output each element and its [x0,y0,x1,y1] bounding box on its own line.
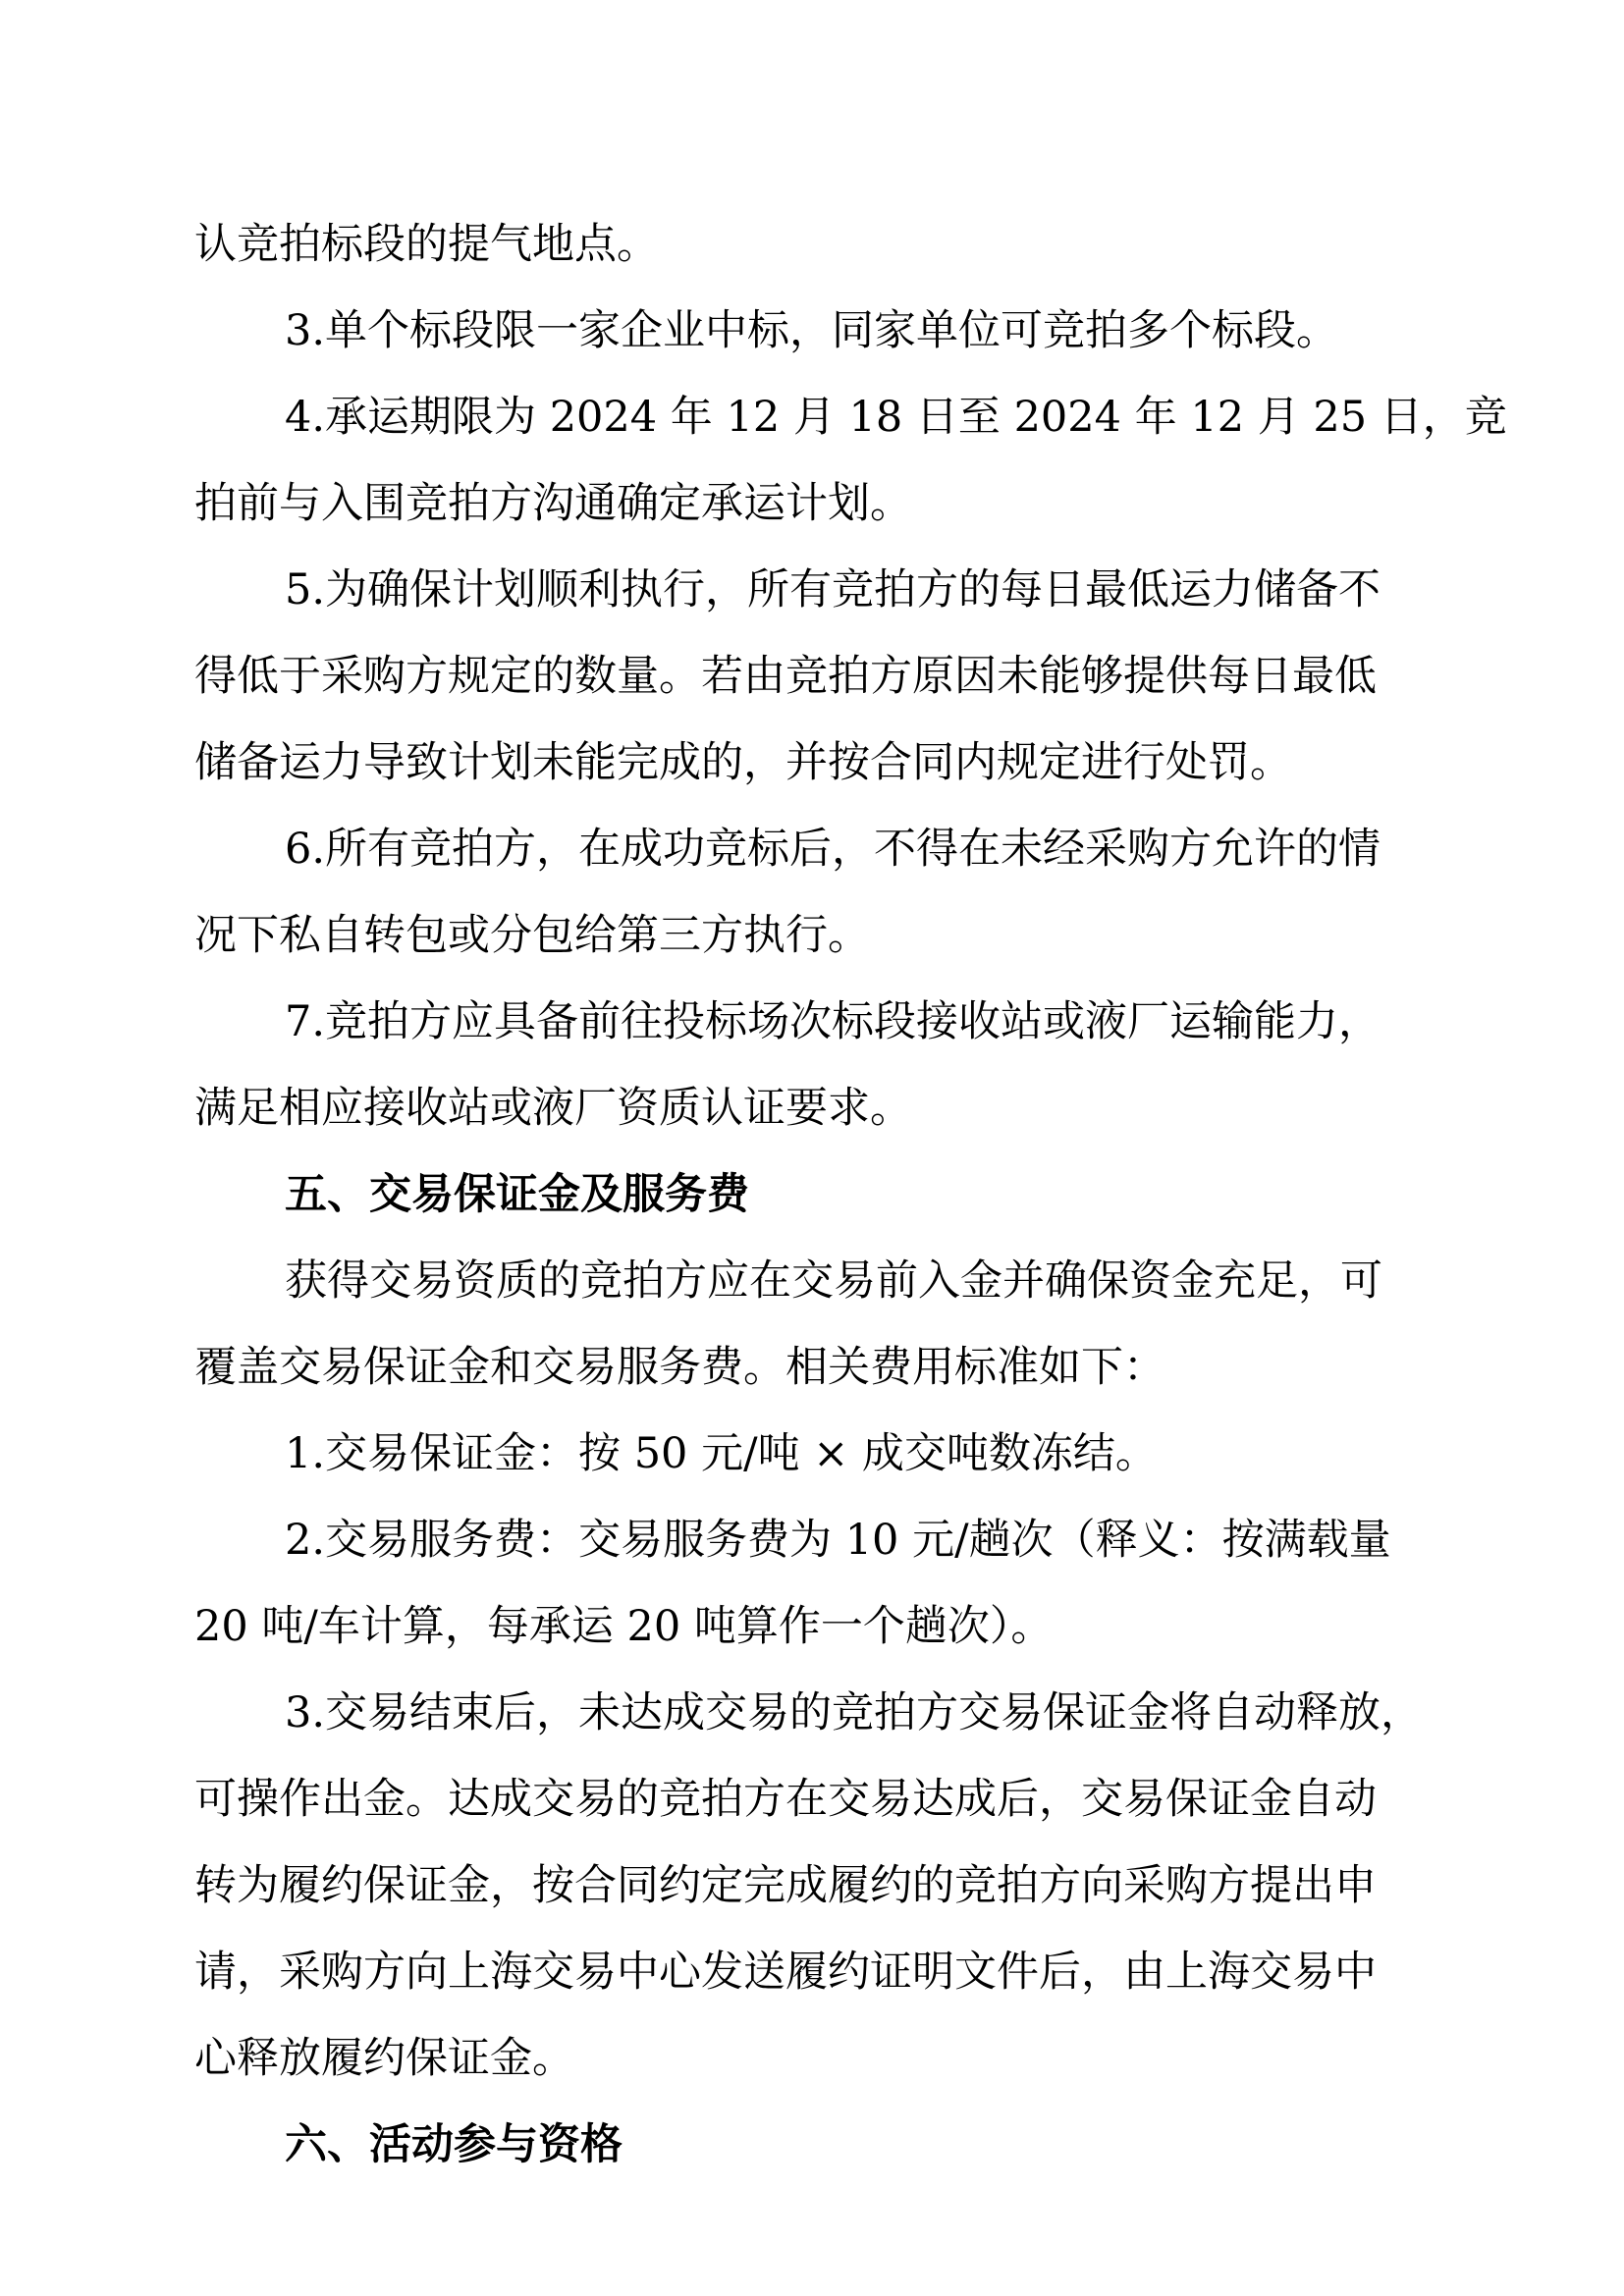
body-text-line: 储备运力导致计划未能完成的，并按合同内规定进行处罚。 [194,738,1292,787]
body-text-line: 满足相应接收站或液厂资质认证要求。 [194,1084,912,1133]
list-item-line: 7.竞拍方应具备前往投标场次标段接收站或液厂运输能力， [285,997,1381,1046]
body-text-line: 可操作出金。达成交易的竞拍方在交易达成后，交易保证金自动 [194,1775,1377,1824]
section-heading: 五、交易保证金及服务费 [285,1170,749,1219]
body-text-line: 得低于采购方规定的数量。若由竞拍方原因未能够提供每日最低 [194,652,1377,701]
body-text-line: 心释放履约保证金。 [194,2034,574,2083]
list-item-line: 2.交易服务费：交易服务费为 10 元/趟次（释义：按满载量 [285,1516,1391,1565]
list-item-line: 3.交易结束后，未达成交易的竞拍方交易保证金将自动释放， [285,1688,1424,1737]
paragraph-first-line: 获得交易资质的竞拍方应在交易前入金并确保资金充足，可 [285,1256,1382,1306]
list-item-line: 1.交易保证金：按 50 元/吨 × 成交吨数冻结。 [285,1429,1158,1478]
section-heading: 六、活动参与资格 [285,2120,623,2169]
list-item-line: 3.单个标段限一家企业中标，同家单位可竞拍多个标段。 [285,306,1339,355]
body-text-line: 拍前与入围竞拍方沟通确定承运计划。 [194,479,912,528]
body-text-line: 认竞拍标段的提气地点。 [194,220,659,269]
body-text-line: 况下私自转包或分包给第三方执行。 [194,911,870,960]
body-text-line: 转为履约保证金，按合同约定完成履约的竞拍方向采购方提出申 [194,1861,1377,1910]
list-item-line: 5.为确保计划顺利执行，所有竞拍方的每日最低运力储备不 [285,565,1381,614]
list-item-line: 6.所有竞拍方，在成功竞标后，不得在未经采购方允许的情 [285,825,1381,874]
body-text-line: 请，采购方向上海交易中心发送履约证明文件后，由上海交易中 [194,1948,1377,1997]
body-text-line: 覆盖交易保证金和交易服务费。相关费用标准如下： [194,1343,1165,1392]
list-item-line: 4.承运期限为 2024 年 12 月 18 日至 2024 年 12 月 25 日，竞 [285,393,1507,442]
body-text-line: 20 吨/车计算，每承运 20 吨算作一个趟次）。 [194,1602,1054,1651]
